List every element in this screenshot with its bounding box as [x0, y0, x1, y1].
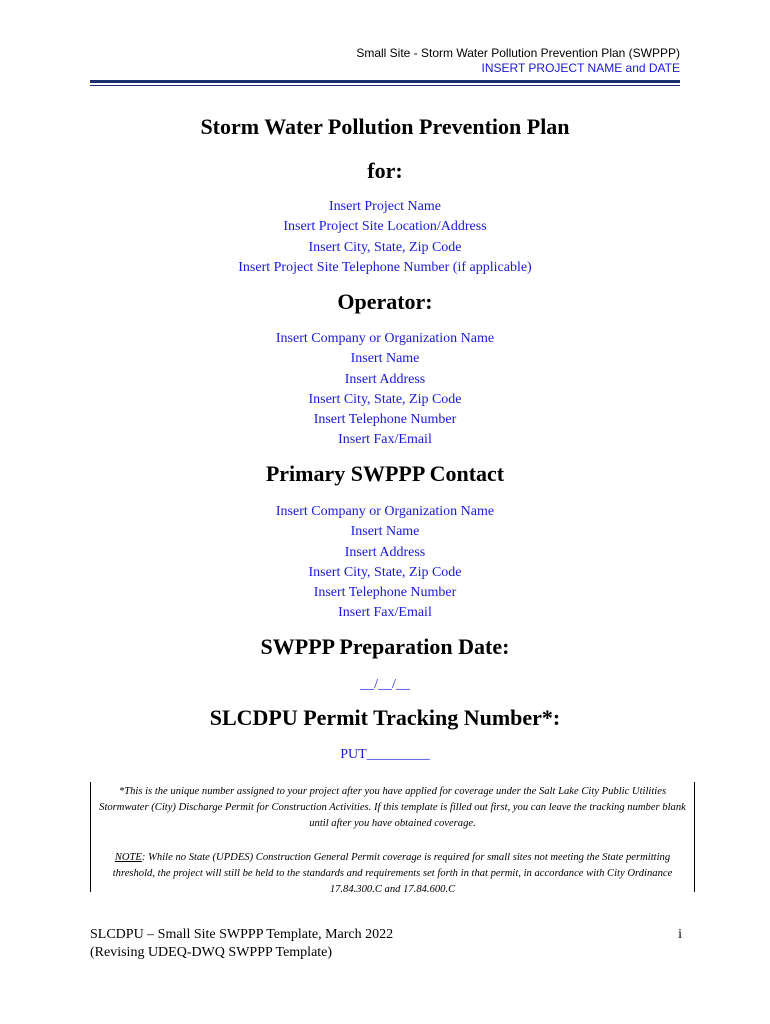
footnote-text: *This is the unique number assigned to your project after you have applied for coverage under the Salt Lake City Public Utilities Stormwater (City) Discharge Permit for Construction Activities. If this template is filled out first, you can leave the tracking number blank until after you have obtained coverage. [99, 786, 686, 830]
project-name: Insert Project Name [329, 199, 441, 214]
header-subtitle: INSERT PROJECT NAME and DATE [481, 61, 680, 75]
contact-name: Insert Name [350, 524, 420, 540]
contact-fax: Insert Fax/Email [338, 605, 432, 621]
contact-info [0, 502, 770, 624]
footnote-box [90, 782, 695, 896]
note-paragraph [95, 850, 690, 899]
header-rule-thin [90, 85, 680, 86]
header-title: Small Site - Storm Water Pollution Prevention Plan (SWPPP) [356, 46, 680, 60]
note-text: : While no State (UPDES) Construction General Permit coverage is required for small sites not meeting the State permitting threshold, the project will still be held to the standards and requirements set forth in that permit, in accordance with City Ordinance 17.84.300.C and 17.84.600.C [112, 851, 673, 896]
operator-company: Insert Company or Organization Name [275, 331, 495, 346]
contact-heading: Primary SWPPP Contact [265, 461, 505, 486]
contact-telephone: Insert Telephone Number [313, 585, 457, 601]
document-title-for: for: [367, 158, 403, 183]
project-info [0, 197, 770, 278]
document-title: Storm Water Pollution Prevention Plan [200, 114, 570, 139]
operator-heading: Operator: [337, 289, 433, 314]
operator-info [0, 329, 770, 451]
page-header [356, 46, 680, 76]
operator-address: Insert Address [344, 371, 426, 387]
contact-city: Insert City, State, Zip Code [308, 564, 462, 580]
permit-value: PUT_________ [340, 747, 430, 762]
project-location: Insert Project Site Location/Address [283, 219, 487, 235]
header-rule-thick [90, 80, 680, 83]
footer-line2: (Revising UDEQ-DWQ SWPPP Template) [90, 945, 333, 960]
prep-date-heading: SWPPP Preparation Date: [260, 634, 510, 659]
contact-company: Insert Company or Organization Name [275, 504, 495, 519]
page-number: i [678, 927, 682, 942]
footer-line1: SLCDPU – Small Site SWPPP Template, March 2022 [90, 927, 394, 942]
operator-city: Insert City, State, Zip Code [308, 391, 462, 407]
project-telephone: Insert Project Site Telephone Number (if applicable) [238, 259, 532, 275]
project-city: Insert City, State, Zip Code [308, 239, 462, 255]
note-label: NOTE [114, 851, 142, 863]
permit-heading: SLCDPU Permit Tracking Number*: [209, 705, 561, 730]
page-footer [90, 926, 682, 962]
operator-telephone: Insert Telephone Number [313, 412, 457, 428]
prep-date-value: __/__/__ [360, 677, 410, 692]
operator-name: Insert Name [350, 351, 420, 367]
operator-fax: Insert Fax/Email [338, 432, 432, 448]
contact-address: Insert Address [344, 544, 426, 560]
